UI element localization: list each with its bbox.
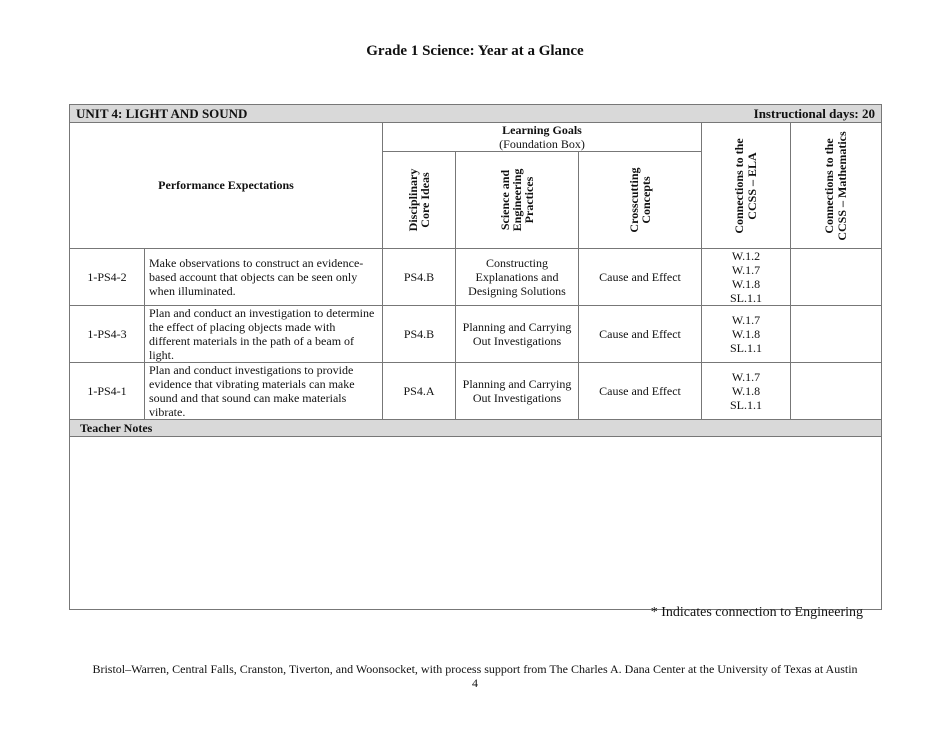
- cc-cell: Cause and Effect: [579, 249, 702, 306]
- learning-goals-header: [383, 123, 702, 152]
- pe-code: 1-PS4-3: [70, 306, 145, 363]
- learning-goals-label: Learning Goals: [502, 123, 582, 137]
- dci-header-line1: Disciplinary: [406, 168, 420, 232]
- pe-code: 1-PS4-1: [70, 363, 145, 420]
- cc-header: [579, 152, 702, 249]
- sep-header-line1: Science and: [498, 169, 512, 231]
- cc-cell: Cause and Effect: [579, 306, 702, 363]
- sep-header-line3: Practices: [522, 176, 536, 224]
- sep-header: [456, 152, 579, 249]
- pe-description: Plan and conduct an investigation to determine the effect of placing objects made with different materials in the path of a beam of light.: [145, 306, 383, 363]
- math-connections-header: [791, 123, 882, 249]
- column-header-row: [70, 123, 882, 152]
- table-row: [70, 363, 882, 420]
- ela-cell: [702, 249, 791, 306]
- math-cell: [791, 363, 882, 420]
- math-cell: [791, 306, 882, 363]
- footer-credits: Bristol–Warren, Central Falls, Cranston, Tiverton, and Woonsocket, with process support from The Charles A. Dana Center at the University of Texas at Austin: [92, 662, 858, 676]
- table-row: [70, 249, 882, 306]
- unit-table: [69, 104, 882, 610]
- cc-header-line2: Concepts: [639, 176, 653, 224]
- ela-standard: W.1.7: [731, 263, 761, 277]
- foundation-box-label: (Foundation Box): [499, 137, 585, 151]
- ela-standard: W.1.7: [731, 370, 761, 384]
- ela-standard: W.1.8: [731, 327, 761, 341]
- ela-standard: W.1.7: [731, 313, 761, 327]
- sep-cell: Planning and Carrying Out Investigations: [456, 306, 579, 363]
- dci-cell: PS4.B: [383, 249, 456, 306]
- teacher-notes-header-row: [70, 420, 882, 437]
- unit-name: UNIT 4: LIGHT AND SOUND: [76, 105, 248, 121]
- sep-cell: Planning and Carrying Out Investigations: [456, 363, 579, 420]
- dci-cell: PS4.B: [383, 306, 456, 363]
- dci-cell: PS4.A: [383, 363, 456, 420]
- ela-header-line2: CCSS – ELA: [745, 151, 759, 220]
- performance-expectations-header: Performance Expectations: [70, 123, 383, 249]
- ela-cell: [702, 306, 791, 363]
- engineering-note: * Indicates connection to Engineering: [650, 605, 863, 620]
- page-title: Grade 1 Science: Year at a Glance: [366, 43, 584, 59]
- instructional-days: Instructional days: 20: [753, 105, 875, 121]
- dci-header-line2: Core Ideas: [418, 172, 432, 228]
- ela-header-line1: Connections to the: [732, 137, 746, 234]
- pe-code: 1-PS4-2: [70, 249, 145, 306]
- ela-cell: [702, 363, 791, 420]
- pe-description: Make observations to construct an evidence-based account that objects can be seen only when illuminated.: [145, 249, 383, 306]
- teacher-notes-body-row: [70, 437, 882, 610]
- ela-standard: SL.1.1: [729, 398, 762, 412]
- math-header-line2: CCSS – Mathematics: [835, 130, 849, 241]
- teacher-notes-label: Teacher Notes: [70, 420, 882, 437]
- dci-header: [383, 152, 456, 249]
- ela-standard: W.1.8: [731, 277, 761, 291]
- ela-connections-header: [702, 123, 791, 249]
- cc-cell: Cause and Effect: [579, 363, 702, 420]
- unit-header-row: [70, 105, 882, 123]
- ela-standard: W.1.2: [731, 249, 761, 263]
- table-row: [70, 306, 882, 363]
- ela-standard: W.1.8: [731, 384, 761, 398]
- cc-header-line1: Crosscutting: [627, 167, 641, 233]
- sep-header-line2: Engineering: [510, 168, 524, 232]
- math-header-line1: Connections to the: [822, 137, 836, 234]
- pe-description: Plan and conduct investigations to provide evidence that vibrating materials can make sound and that sound can make materials vibrate.: [145, 363, 383, 420]
- math-cell: [791, 249, 882, 306]
- teacher-notes-area: [70, 437, 882, 610]
- ela-standard: SL.1.1: [729, 291, 762, 305]
- page-number: 4: [472, 676, 478, 690]
- sep-cell: Constructing Explanations and Designing Solutions: [456, 249, 579, 306]
- ela-standard: SL.1.1: [729, 341, 762, 355]
